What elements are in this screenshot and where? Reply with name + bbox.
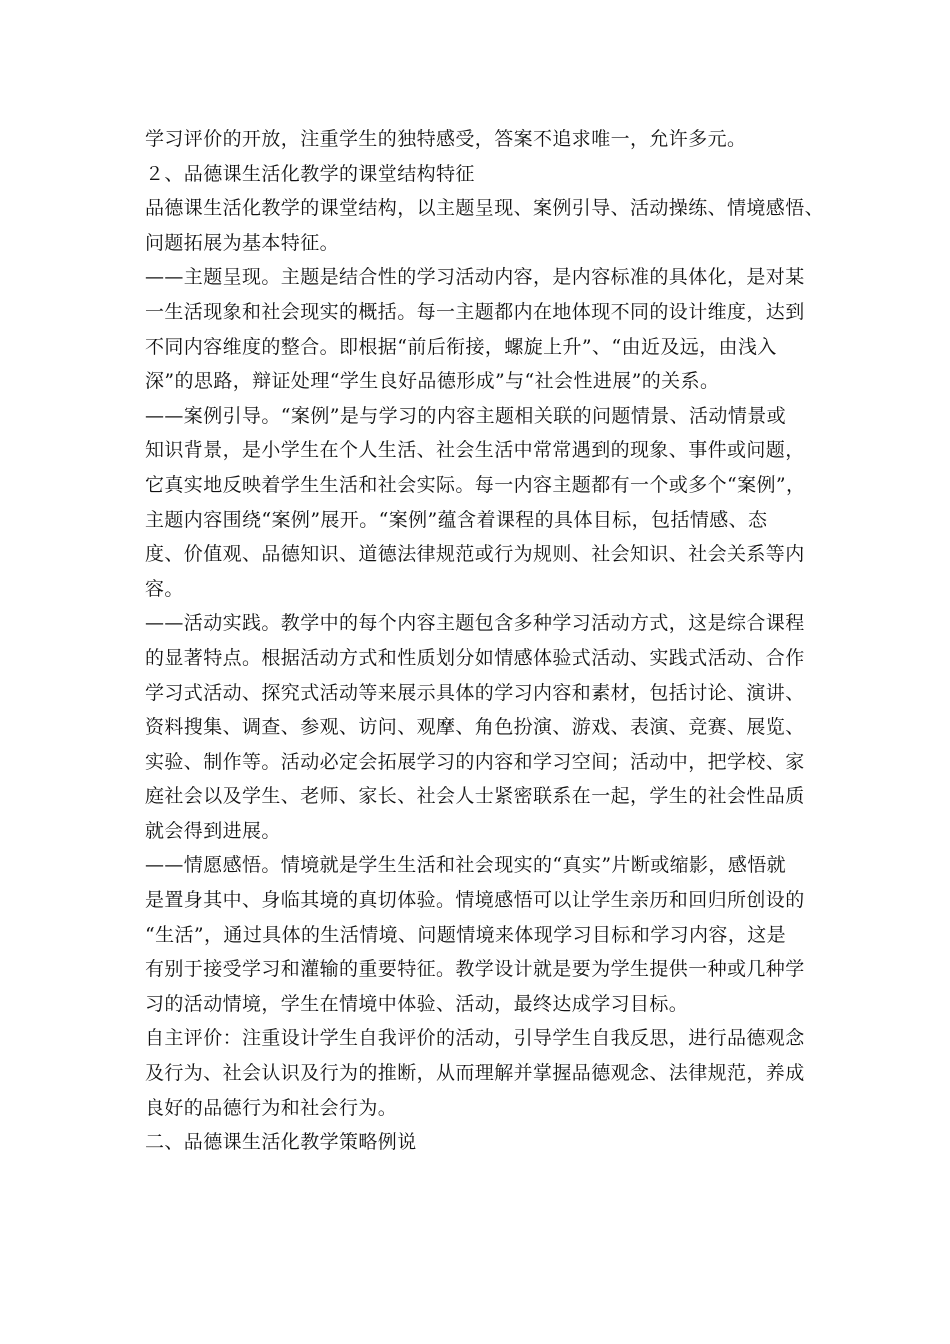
text-line: 容。 — [145, 577, 184, 600]
text-line: 知识背景，是小学生在个人生活、社会生活中常常遇到的现象、事件或问题， — [145, 439, 805, 462]
text-line: ——主题呈现。主题是结合性的学习活动内容，是内容标准的具体化，是对某 — [145, 266, 805, 289]
text-line: 的显著特点。根据活动方式和性质划分如情感体验式活动、实践式活动、合作 — [145, 646, 805, 669]
text-line: 度、价值观、品德知识、道德法律规范或行为规则、社会知识、社会关系等内 — [145, 543, 805, 566]
text-line: 一生活现象和社会现实的概括。每一主题都内在地体现不同的设计维度，达到 — [145, 300, 805, 323]
section-heading: 二、品德课生活化教学策略例说 — [145, 1131, 417, 1154]
text-line: 庭社会以及学生、老师、家长、社会人士紧密联系在一起，学生的社会性品质 — [145, 785, 805, 808]
text-line: 问题拓展为基本特征。 — [145, 231, 340, 254]
text-line: 自主评价：注重设计学生自我评价的活动，引导学生自我反思，进行品德观念 — [145, 1027, 805, 1050]
text-line: 良好的品德行为和社会行为。 — [145, 1096, 398, 1119]
text-line: 习的活动情境，学生在情境中体验、活动，最终达成学习目标。 — [145, 992, 689, 1015]
text-line: 是置身其中、身临其境的真切体验。情境感悟可以让学生亲历和回归所创设的 — [145, 889, 805, 912]
section-heading: ２、品德课生活化教学的课堂结构特征 — [145, 162, 475, 185]
text-line: 深”的思路，辩证处理“学生良好品德形成”与“社会性进展”的关系。 — [145, 370, 720, 393]
text-line: 学习式活动、探究式活动等来展示具体的学习内容和素材，包括讨论、演讲、 — [145, 681, 805, 704]
text-line: ——案例引导。“案例”是与学习的内容主题相关联的问题情景、活动情景或 — [145, 404, 787, 427]
document-body — [145, 122, 825, 1160]
text-line: 及行为、社会认识及行为的推断，从而理解并掌握品德观念、法律规范，养成 — [145, 1062, 805, 1085]
text-line: 就会得到进展。 — [145, 819, 281, 842]
text-line: 实验、制作等。活动必定会拓展学习的内容和学习空间；活动中，把学校、家 — [145, 750, 805, 773]
text-line: “生活”，通过具体的生活情境、问题情境来体现学习目标和学习内容，这是 — [145, 923, 787, 946]
text-line: 品德课生活化教学的课堂结构，以主题呈现、案例引导、活动操练、情境感悟、 — [145, 197, 825, 220]
text-line: 不同内容维度的整合。即根据“前后衔接，螺旋上升”、“由近及远，由浅入 — [145, 335, 777, 358]
text-line: ——活动实践。教学中的每个内容主题包含多种学习活动方式，这是综合课程 — [145, 612, 805, 635]
text-line: 它真实地反映着学生生活和社会实际。每一内容主题都有一个或多个“案例”， — [145, 473, 806, 496]
text-line: 学习评价的开放，注重学生的独特感受，答案不追求唯一，允许多元。 — [145, 128, 747, 150]
text-line: ——情愿感悟。情境就是学生生活和社会现实的“真实”片断或缩影，感悟就 — [145, 854, 787, 877]
text-line: 主题内容围绕“案例”展开。“案例”蕴含着课程的具体目标，包括情感、态 — [145, 508, 768, 531]
text-line: 有别于接受学习和灌输的重要特征。教学设计就是要为学生提供一种或几种学 — [145, 958, 805, 981]
text-line: 资料搜集、调查、参观、访问、观摩、角色扮演、游戏、表演、竞赛、展览、 — [145, 716, 805, 739]
